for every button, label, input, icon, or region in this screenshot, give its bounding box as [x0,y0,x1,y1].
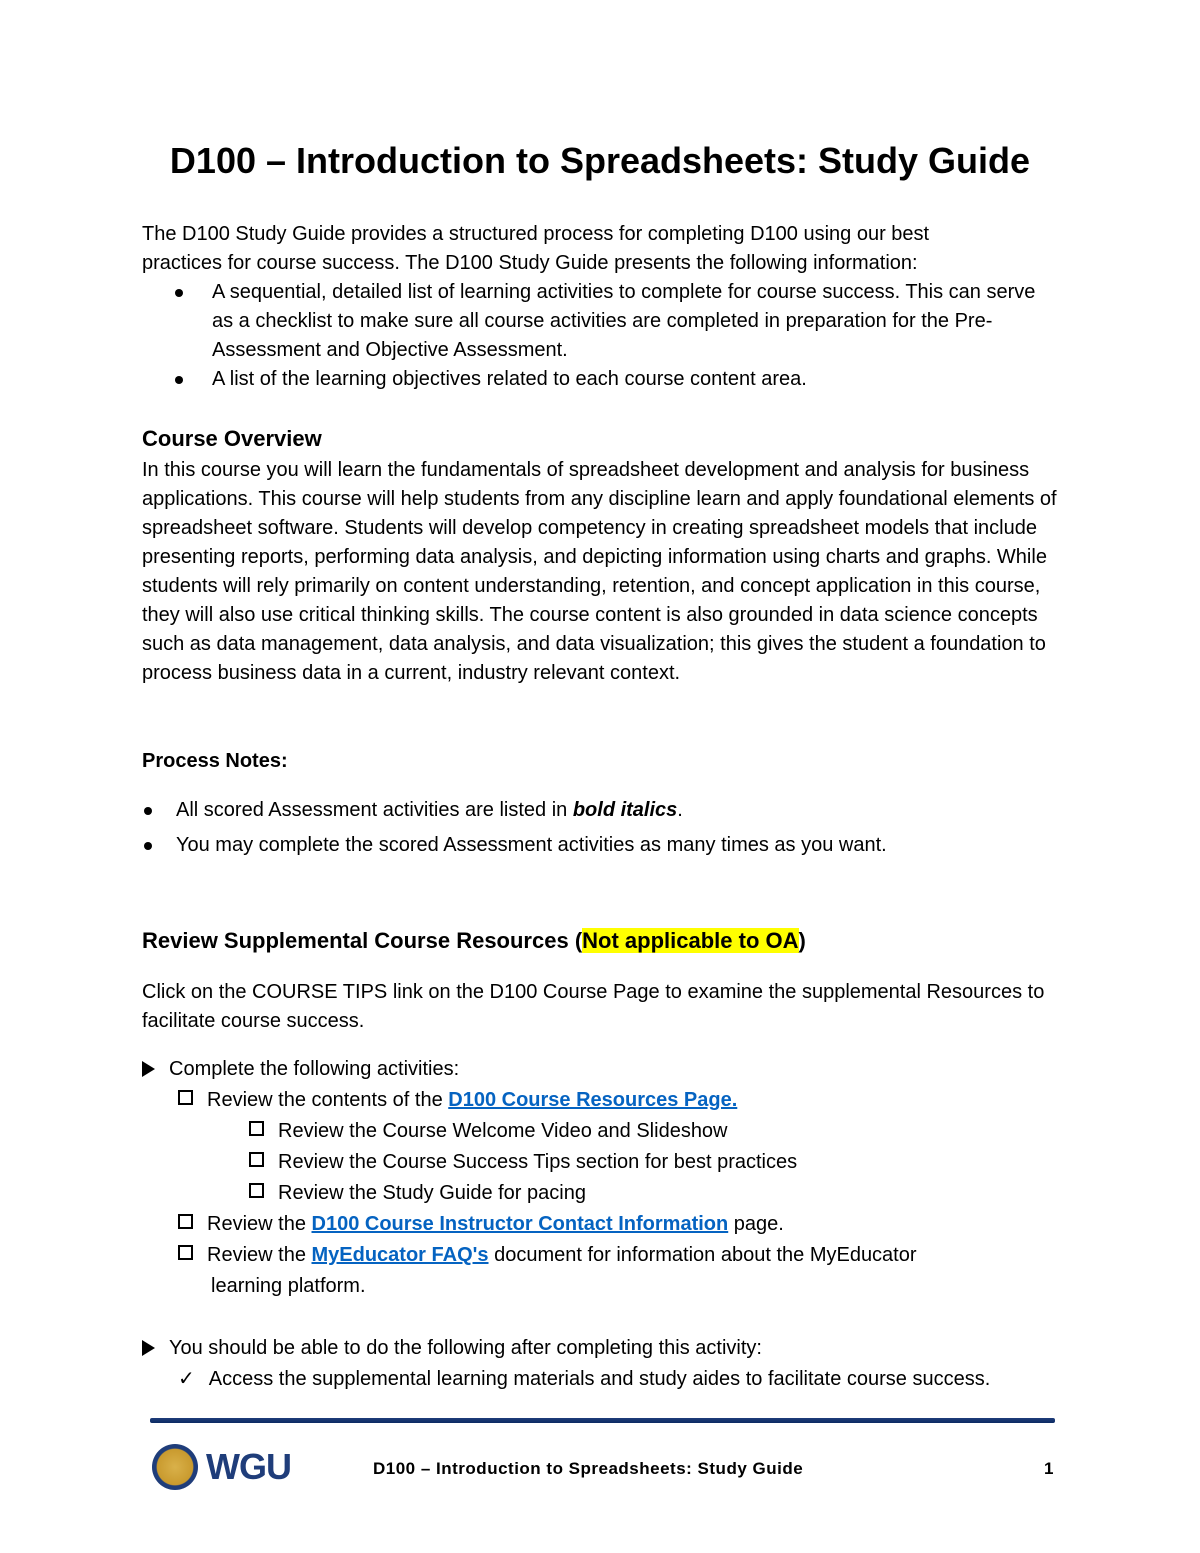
instructor-contact-link[interactable]: D100 Course Instructor Contact Information [311,1213,729,1235]
bullet-icon [175,289,183,297]
checkmark-icon: ✓ [178,1368,195,1390]
intro-bullet-text: A list of the learning objectives related to each course content area. [212,368,807,390]
bullet-icon [175,376,183,384]
checklist-item-suffix: document for information about the MyEducator [488,1244,917,1266]
checklist-item-prefix: Review the [207,1213,312,1235]
list-item [142,796,1062,825]
list-item [142,831,1062,860]
complete-activities-row [142,1055,459,1084]
outcome-item [178,1365,990,1394]
not-applicable-highlight: Not applicable to OA [582,928,799,953]
checklist-subitem-text: Review the Course Welcome Video and Slideshow [278,1120,728,1142]
course-tips-instruction: Click on the COURSE TIPS link on the D100 Course Page to examine the supplemental Resources to facilitate course success. [142,981,1045,1032]
process-note-1-suffix: . [677,799,683,821]
review-heading-prefix: Review Supplemental Course Resources ( [142,928,583,953]
checklist-item-prefix: Review the [207,1244,312,1266]
wgu-logo: WGU [206,1446,291,1487]
bullet-icon [144,842,152,850]
page-number: 1 [1044,1459,1054,1478]
checkbox-icon[interactable] [249,1121,264,1136]
checklist-item [178,1210,784,1239]
checklist-subitem [249,1148,797,1177]
checklist-item-suffix: page. [728,1213,784,1235]
complete-activities-label: Complete the following activities: [169,1058,460,1080]
checkbox-icon[interactable] [178,1245,193,1260]
course-overview-body: In this course you will learn the fundamentals of spreadsheet development and analysis for business applications. This course will help students from any discipline learn and apply foundational elements of spreadsheet software. Students will develop competency in creating spreadsheet models that include presenting reports, performing data analysis, and depicting information using charts and graphs. While students will rely primarily on content understanding, retention, and concept application in this course, they will also use critical thinking skills. The course content is also grounded in data science concepts such as data management, data analysis, and data visualization; this gives the student a foundation to process business data in a current, industry relevant context. [142,459,1057,684]
list-item [142,365,1062,394]
course-resources-link[interactable]: D100 Course Resources Page. [448,1089,738,1111]
checklist-item [178,1241,917,1270]
intro-bullet-text: A sequential, detailed list of learning activities to complete for course success. This can serve as a checklist to make sure all course activities are completed in preparation for the Pre-Assessment and Objective Assessment. [212,281,1036,361]
footer-title: D100 – Introduction to Spreadsheets: Study Guide [373,1459,804,1478]
checklist-subitem-text: Review the Course Success Tips section for best practices [278,1151,798,1173]
checklist-subitem-text: Review the Study Guide for pacing [278,1182,586,1204]
intro-section [142,220,1062,394]
intro-line-1: The D100 Study Guide provides a structured process for completing D100 using our best [142,223,930,245]
course-overview-heading: Course Overview [142,426,322,451]
page-title: D100 – Introduction to Spreadsheets: Study Guide [169,140,1031,181]
checklist-subitem [249,1179,586,1208]
arrow-bullet-icon [142,1340,155,1356]
intro-bullet-list [142,278,1062,394]
process-notes-list [142,796,1062,866]
intro-line-2: practices for course success. The D100 Study Guide presents the following information: [142,252,918,274]
checkbox-icon[interactable] [249,1183,264,1198]
wgu-seal-icon [152,1444,198,1490]
process-note-1-emphasis: bold italics [572,799,678,821]
outcome-item-text: Access the supplemental learning materials and study aides to facilitate course success. [208,1368,991,1390]
process-note-2: You may complete the scored Assessment activities as many times as you want. [176,834,887,856]
outcome-label: You should be able to do the following after completing this activity: [169,1337,762,1359]
checklist-item-prefix: Review the contents of the [207,1089,449,1111]
bullet-icon [144,807,152,815]
outcome-row [142,1334,762,1363]
checkbox-icon[interactable] [178,1090,193,1105]
footer-divider [150,1418,1055,1423]
checklist-item-continuation: learning platform. [211,1275,366,1297]
process-notes-heading: Process Notes: [142,750,288,772]
list-item [142,278,1062,365]
process-note-1-prefix: All scored Assessment activities are listed in [176,799,573,821]
checkbox-icon[interactable] [178,1214,193,1229]
review-heading-suffix: ) [798,928,806,953]
arrow-bullet-icon [142,1061,155,1077]
checkbox-icon[interactable] [249,1152,264,1167]
checklist-subitem [249,1117,728,1146]
checklist-item [178,1086,737,1115]
review-resources-heading [142,928,806,954]
myeducator-faq-link[interactable]: MyEducator FAQ's [311,1244,489,1266]
